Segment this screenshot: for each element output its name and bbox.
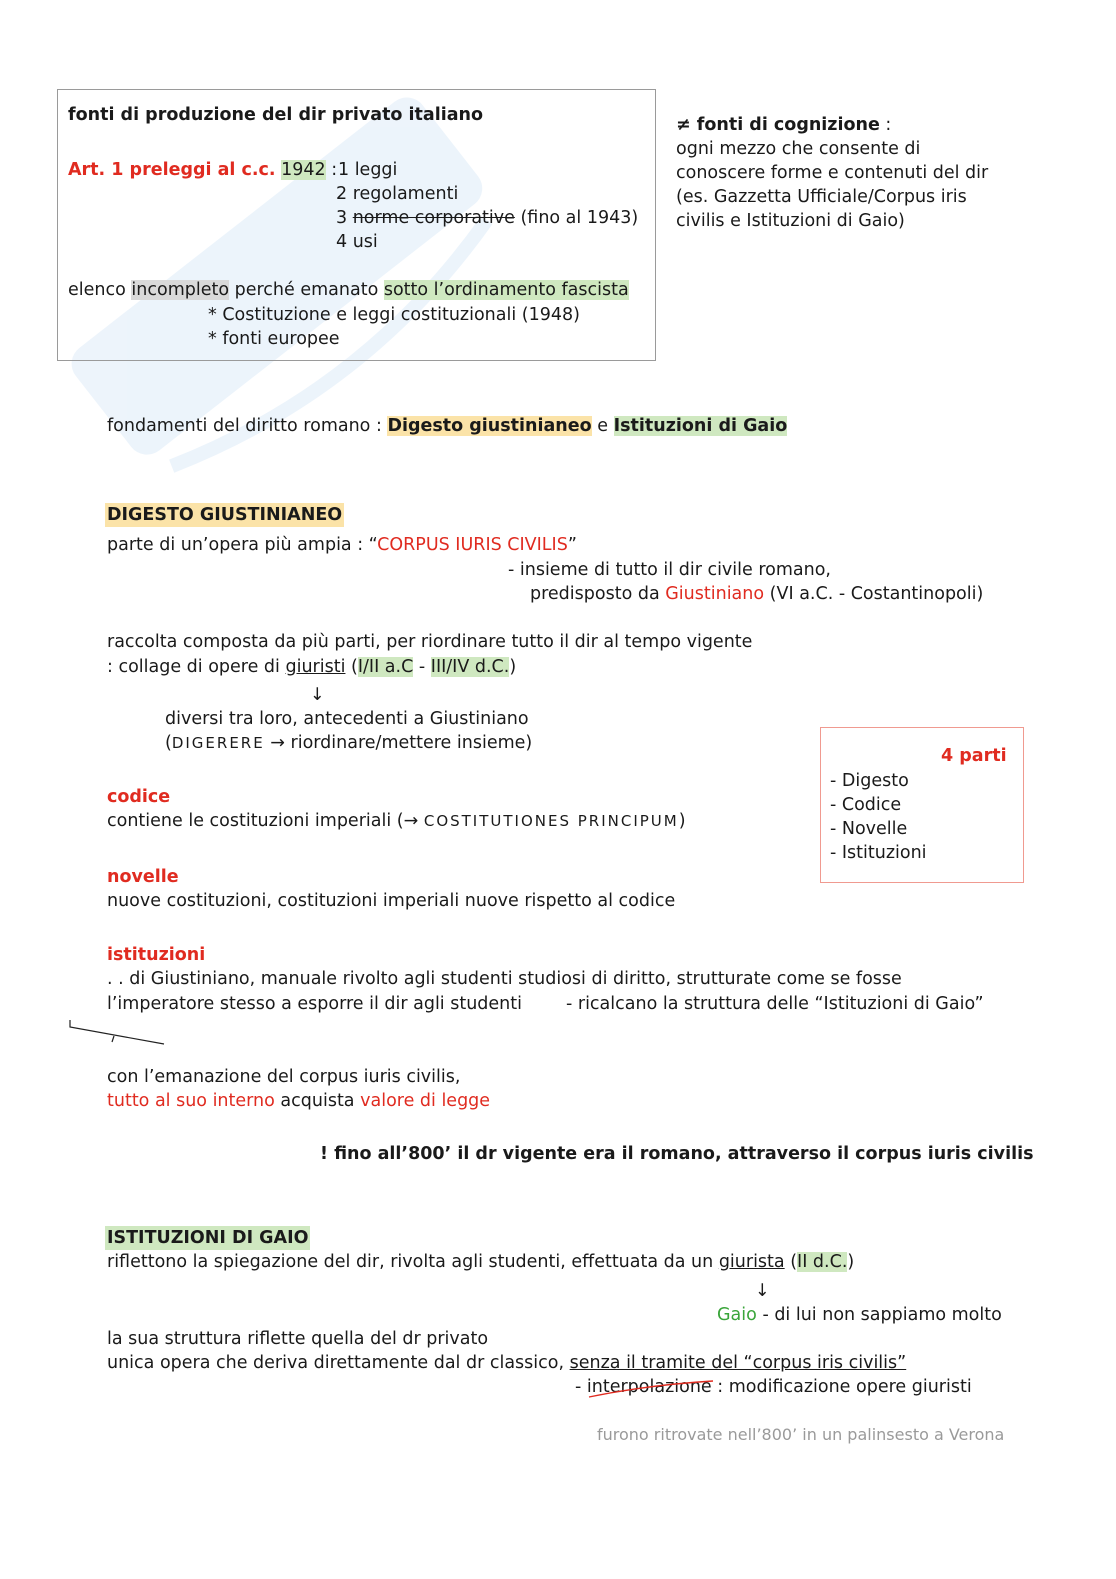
fonti-list-item-2: 2 regolamenti: [336, 184, 459, 204]
istituzioni-note: - ricalcano la struttura delle “Istituzioni di Gaio”: [566, 994, 984, 1014]
norme-corporative: norme corporative: [352, 208, 515, 228]
fonti-list-item-1: 1 leggi: [338, 160, 398, 180]
parte-line: [107, 533, 577, 557]
predisposto-line: [530, 582, 983, 606]
novelle-text: nuove costituzioni, costituzioni imperiali nuove rispetto al codice: [107, 891, 676, 911]
paren-open: (: [351, 657, 358, 677]
novelle-heading: novelle: [107, 867, 179, 887]
gaio-paren-open: (: [790, 1252, 798, 1272]
istituzioni-line-2: l’imperatore stesso a esporre il dir agli studenti: [107, 994, 522, 1014]
cognizione-line-1: ogni mezzo che consente di: [676, 139, 921, 159]
cognizione-line-4: civilis e Istituzioni di Gaio): [676, 211, 905, 231]
emanazione-line-1: con l’emanazione del corpus iuris civilis,: [107, 1067, 461, 1087]
codice-text: [107, 809, 686, 833]
tutto-al-suo-interno: tutto al suo interno: [107, 1091, 275, 1111]
parti-item-novelle: - Novelle: [830, 819, 908, 839]
valore-di-legge: valore di legge: [360, 1091, 491, 1111]
gaio-heading: ISTITUZIONI DI GAIO: [107, 1228, 309, 1248]
elenco-pre: elenco: [68, 280, 126, 300]
fonti-produzione-title: fonti di produzione del dir privato italiano: [68, 105, 484, 125]
corpus-iuris-civilis: CORPUS IURIS CIVILIS: [377, 535, 568, 555]
interpolazione-line: [575, 1375, 972, 1399]
acquista: acquista: [280, 1091, 355, 1111]
fondamenti-pre: fondamenti del diritto romano :: [107, 416, 382, 436]
gaio-line-1: [107, 1250, 854, 1274]
codice-text-pre: contiene le costituzioni imperiali (→: [107, 811, 419, 831]
item3-num: 3: [336, 208, 348, 228]
gaio-down-arrow-icon: ↓: [755, 1281, 770, 1301]
digerere-open: (: [165, 733, 172, 753]
incompleto: incompleto: [131, 280, 230, 300]
digerere-word: DIGERERE: [171, 734, 265, 752]
parti-item-codice: - Codice: [830, 795, 902, 815]
codice-heading: codice: [107, 787, 171, 807]
raccolta-line: raccolta composta da più parti, per riordinare tutto il dir al tempo vigente: [107, 632, 753, 652]
digerere-line: [165, 731, 532, 755]
istituzioni-gaio-hl: Istituzioni di Gaio: [613, 416, 788, 436]
cognizione-title: ≠ fonti di cognizione: [676, 115, 880, 135]
interp-post: : modificazione opere giuristi: [717, 1377, 972, 1397]
year-1942: 1942: [281, 160, 326, 180]
note-800: ! fino all’800’ il dr vigente era il romano, attraverso il corpus iuris civilis: [320, 1144, 1034, 1164]
diversi-line: diversi tra loro, antecedenti a Giustiniano: [165, 709, 529, 729]
period-dash: -: [418, 657, 426, 677]
right-arrow-icon: →: [270, 733, 285, 753]
item3-note: (fino al 1943): [520, 208, 639, 228]
elenco-line: [68, 278, 629, 302]
gaio-name: Gaio: [717, 1305, 757, 1325]
predisposto-pre: predisposto da: [530, 584, 660, 604]
elenco-mid: perché emanato: [234, 280, 379, 300]
insieme-line: - insieme di tutto il dir civile romano,: [508, 560, 831, 580]
art-colon: :: [331, 160, 338, 180]
cognizione-line-3: (es. Gazzetta Ufficiale/Corpus iris: [676, 187, 967, 207]
red-strike-mark: [587, 1379, 717, 1401]
emanazione-line-2: [107, 1089, 490, 1113]
digesto-giustinianeo-hl: Digesto giustinianeo: [387, 416, 592, 436]
gaio-line-1-pre: riflettono la spiegazione del dir, rivolta agli studenti, effettuata da un: [107, 1252, 714, 1272]
period-1: I/II a.C: [357, 657, 414, 677]
interpolazione-text: interpolazione: [586, 1377, 712, 1397]
star-fonti-europee: * fonti europee: [208, 329, 340, 349]
art-label: Art. 1 preleggi al c.c.: [68, 160, 276, 180]
parte-pre: parte di un’opera più ampia : “: [107, 535, 378, 555]
collage-pre: : collage di opere di: [107, 657, 280, 677]
struttura-line: la sua struttura riflette quella del dr privato: [107, 1329, 489, 1349]
costitutiones-principum: COSTITUTIONES PRINCIPUM: [423, 812, 679, 830]
art-1-line: [68, 158, 337, 182]
fondamenti-e: e: [597, 416, 608, 436]
star-costituzione: * Costituzione e leggi costituzionali (1948): [208, 305, 580, 325]
senza-tramite: senza il tramite del “corpus iris civilis”: [569, 1353, 907, 1373]
collage-line: [107, 655, 516, 679]
istituzioni-heading: istituzioni: [107, 945, 206, 965]
istituzioni-line-1: . . di Giustiniano, manuale rivolto agli studenti studiosi di diritto, strutturate come se fosse: [107, 969, 902, 989]
gaio-paren-close: ): [847, 1252, 855, 1272]
fondamenti-line: [107, 414, 787, 438]
ritrovate-note: furono ritrovate nell’800’ in un palinsesto a Verona: [597, 1425, 1005, 1444]
predisposto-post: (VI a.C. - Costantinopoli): [769, 584, 984, 604]
fonti-list-item-3: [336, 206, 638, 230]
gaio-line: [717, 1303, 1002, 1327]
down-arrow-icon: ↓: [310, 685, 325, 705]
period-2: III/IV d.C.: [430, 657, 510, 677]
fonti-list-item-4: 4 usi: [336, 232, 378, 252]
interp-dash: -: [575, 1377, 582, 1397]
codice-text-post: ): [678, 811, 686, 831]
parti-item-digesto: - Digesto: [830, 771, 909, 791]
gaio-note: - di lui non sappiamo molto: [762, 1305, 1002, 1325]
quattro-parti-title: 4 parti: [941, 746, 1007, 766]
digerere-post: riordinare/mettere insieme): [290, 733, 533, 753]
cognizione-line-2: conoscere forme e contenuti del dir: [676, 163, 989, 183]
unica-line: [107, 1351, 906, 1375]
parte-post: ”: [567, 535, 577, 555]
digesto-heading: DIGESTO GIUSTINIANEO: [107, 505, 343, 525]
parti-item-istituzioni: - Istituzioni: [830, 843, 927, 863]
cognizione-colon: :: [885, 115, 892, 135]
ordinamento-fascista: sotto l’ordinamento fascista: [383, 280, 629, 300]
giustiniano: Giustiniano: [665, 584, 765, 604]
paren-close: ): [509, 657, 517, 677]
cognizione-title-line: [676, 113, 891, 137]
giuristi: giuristi: [285, 657, 346, 677]
interpolazione-word: [587, 1377, 712, 1397]
giurista: giurista: [718, 1252, 785, 1272]
bracket-mark: [66, 1018, 168, 1048]
unica-pre: unica opera che deriva direttamente dal dr classico,: [107, 1353, 565, 1373]
gaio-period: II d.C.: [797, 1252, 848, 1272]
